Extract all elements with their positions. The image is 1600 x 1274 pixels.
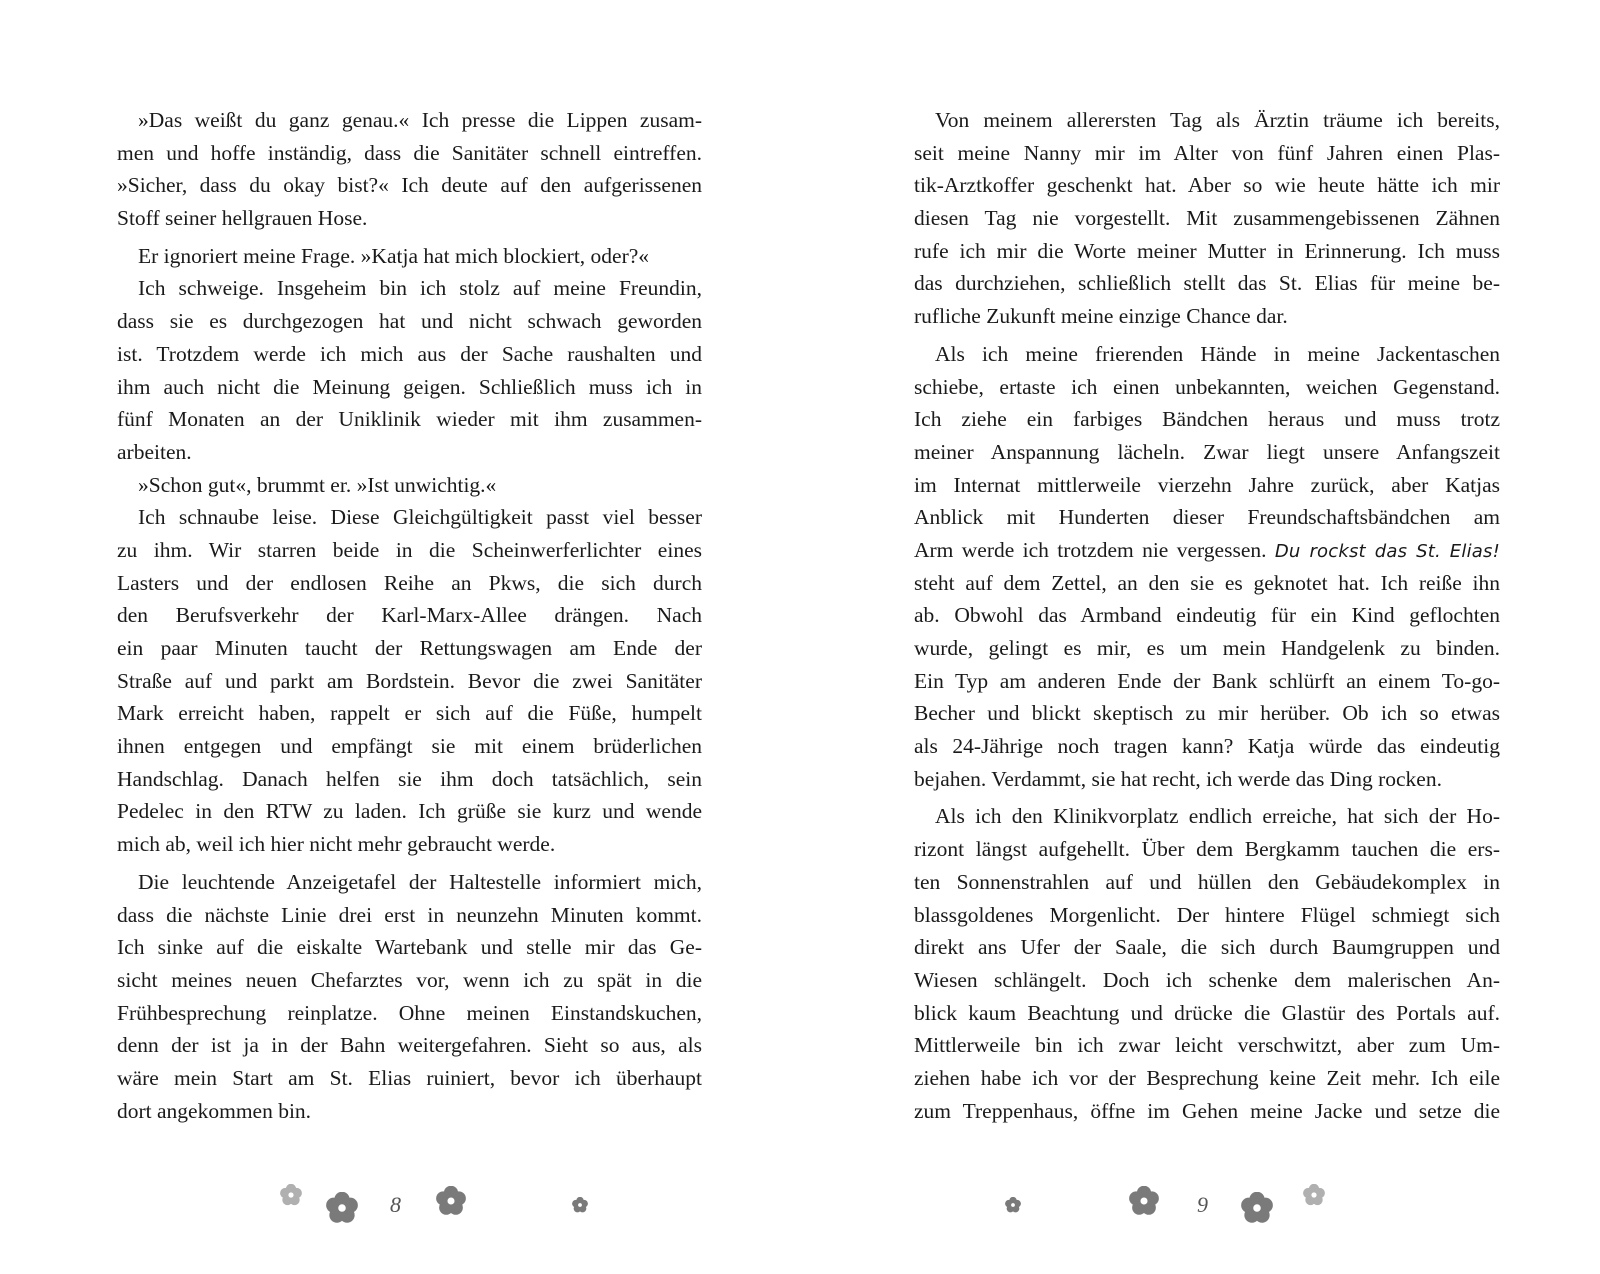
text-line: rizont längst aufgehellt. Über dem Bergkamm tauchen die ers- [914,837,1500,862]
text-line: meiner Anspannung lächeln. Zwar liegt unsere Anfangszeit [914,439,1500,464]
text-line: im Internat mittlerweile vierzehn Jahre zurück, aber Katjas [914,472,1500,497]
text-line [914,534,1500,567]
text-line: schiebe, ertaste ich einen unbekannten, weichen Gegenstand. [914,374,1500,399]
text-line: »Sicher, dass du okay bist?« Ich deute auf den aufgerissenen [117,173,702,198]
text-line: Als ich meine frierenden Hände in meine Jackentaschen [935,341,1500,366]
flower-icon [436,1186,466,1216]
text-line: wurde, gelingt es mir, es um mein Handgelenk zu binden. [914,636,1500,660]
right-page [914,104,1500,1127]
page-number: 8 [390,1192,401,1217]
flower-icon [572,1197,588,1213]
text-line: Die leuchtende Anzeigetafel der Haltestelle informiert mich, [138,869,702,894]
text-line: direkt ans Ufer der Saale, die sich durch Baumgruppen und [914,935,1500,960]
text-line: Als ich den Klinikvorplatz endlich erreiche, hat sich der Ho- [935,804,1500,829]
text-line: Von meinem allerersten Tag als Ärztin träume ich bereits, [935,108,1500,132]
flower-icon [1129,1186,1159,1216]
text-line: Ein Typ am anderen Ende der Bank schlürft an einem To-go- [914,668,1500,693]
text-line: seit meine Nanny mir im Alter von fünf Jahren einen Plas- [914,140,1500,165]
text-line: ihnen entgegen und empfängt sie mit einem brüderlichen [117,734,702,759]
text-line: Ich schweige. Insgeheim bin ich stolz auf meine Freundin, [138,276,702,301]
text-line: dass sie es durchgezogen hat und nicht schwach geworden [117,309,702,334]
text-line: fünf Monaten an der Uniklinik wieder mit ihm zusammen- [117,407,702,432]
text-line: »Das weißt du ganz genau.« Ich presse die Lippen zusam- [138,108,702,132]
text-line: diesen Tag nie vorgestellt. Mit zusammengebissenen Zähnen [914,206,1500,231]
text-line: zu ihm. Wir starren beide in die Scheinwerferlichter eines [117,537,702,562]
flower-icon [1303,1184,1325,1206]
flower-icon [1005,1197,1021,1213]
text-line: sicht meines neuen Chefarztes vor, wenn ich zu spät in die [117,967,702,992]
text-line: mich ab, weil ich hier nicht mehr gebraucht werde. [117,832,556,857]
right-page-footer [1005,1184,1345,1240]
text-line: Lasters und der endlosen Reihe an Pkws, die sich durch [117,570,702,595]
handwritten-note: Du rockst das St. Elias! [1274,540,1500,562]
text-line: das durchziehen, schließlich stellt das St. Elias für meine be- [914,271,1500,296]
left-page-footer [280,1184,620,1240]
text-line: Ich ziehe ein farbiges Bändchen heraus und muss trotz [914,407,1500,432]
text-line: dass die nächste Linie drei erst in neunzehn Minuten kommt. [117,902,702,927]
text-line: den Berufsverkehr der Karl-Marx-Allee drängen. Nach [117,603,702,628]
text-line: Mittlerweile bin ich zwar leicht verschwitzt, aber zum Um- [914,1033,1500,1058]
text-line: bejahen. Verdammt, sie hat recht, ich werde das Ding rocken. [914,766,1442,791]
flower-icon [280,1184,302,1206]
text-line: ab. Obwohl das Armband eindeutig für ein Kind geflochten [914,603,1500,628]
text-line: Handschlag. Danach helfen sie ihm doch tatsächlich, sein [117,766,702,791]
flower-icon [326,1192,358,1224]
text-line: tik-Arztkoffer geschenkt hat. Aber so wie heute hätte ich mir [914,173,1500,198]
text-line: ihm auch nicht die Meinung geigen. Schließlich muss ich in [117,374,702,399]
text-line: Ich sinke auf die eiskalte Wartebank und stelle mir das Ge- [117,935,702,960]
text-line: arbeiten. [117,439,192,464]
text-line: ten Sonnenstrahlen auf und hüllen den Gebäudekomplex in [914,869,1500,894]
text-line: Mark erreicht haben, rappelt er sich auf die Füße, humpelt [117,701,702,726]
text-line: Becher und blickt skeptisch zu mir herüber. Ob ich so etwas [914,701,1500,726]
flower-icon [1241,1192,1273,1224]
text-line: »Schon gut«, brummt er. »Ist unwichtig.« [138,472,497,497]
text-line: Straße auf und parkt am Bordstein. Bevor die zwei Sanitäter [117,668,702,693]
text-line: men und hoffe inständig, dass die Sanitäter schnell eintreffen. [117,140,702,165]
text-line-part: Arm werde ich trotzdem nie vergessen. [914,537,1267,562]
text-line: blassgoldenes Morgenlicht. Der hintere Flügel schmiegt sich [914,902,1500,927]
text-line: Wiesen schlängelt. Doch ich schenke dem malerischen An- [914,967,1500,992]
text-line: dort angekommen bin. [117,1098,312,1123]
text-line: Stoff seiner hellgrauen Hose. [117,206,368,231]
text-line: blick kaum Beachtung und drücke die Glastür des Portals auf. [914,1000,1500,1025]
left-page [117,104,702,1127]
text-line: Er ignoriert meine Frage. »Katja hat mich blockiert, oder?« [138,243,650,268]
text-line: rufliche Zukunft meine einzige Chance dar. [914,304,1288,329]
text-line: als 24-Jährige noch tragen kann? Katja würde das eindeutig [914,734,1500,759]
text-line: ein paar Minuten taucht der Rettungswagen am Ende der [117,636,702,660]
text-line: zum Treppenhaus, öffne im Gehen meine Jacke und setze die [914,1098,1500,1123]
text-line: ist. Trotzdem werde ich mich aus der Sache raushalten und [117,341,702,366]
text-line: denn der ist ja in der Bahn weitergefahren. Sieht so aus, als [117,1033,702,1058]
text-line: Pedelec in den RTW zu laden. Ich grüße sie kurz und wende [117,799,702,824]
text-line: wäre mein Start am St. Elias ruiniert, bevor ich überhaupt [117,1065,702,1090]
text-line: steht auf dem Zettel, an den sie es geknotet hat. Ich reiße ihn [914,570,1500,595]
text-line: Anblick mit Hunderten dieser Freundschaftsbändchen am [914,505,1500,530]
text-line: Ich schnaube leise. Diese Gleichgültigkeit passt viel besser [138,505,702,530]
text-line: rufe ich mir die Worte meiner Mutter in Erinnerung. Ich muss [914,238,1500,263]
text-line: Frühbesprechung reinplatze. Ohne meinen Einstandskuchen, [117,1000,702,1025]
text-line: ziehen habe ich vor der Besprechung keine Zeit mehr. Ich eile [914,1065,1500,1090]
page-number: 9 [1197,1192,1208,1217]
